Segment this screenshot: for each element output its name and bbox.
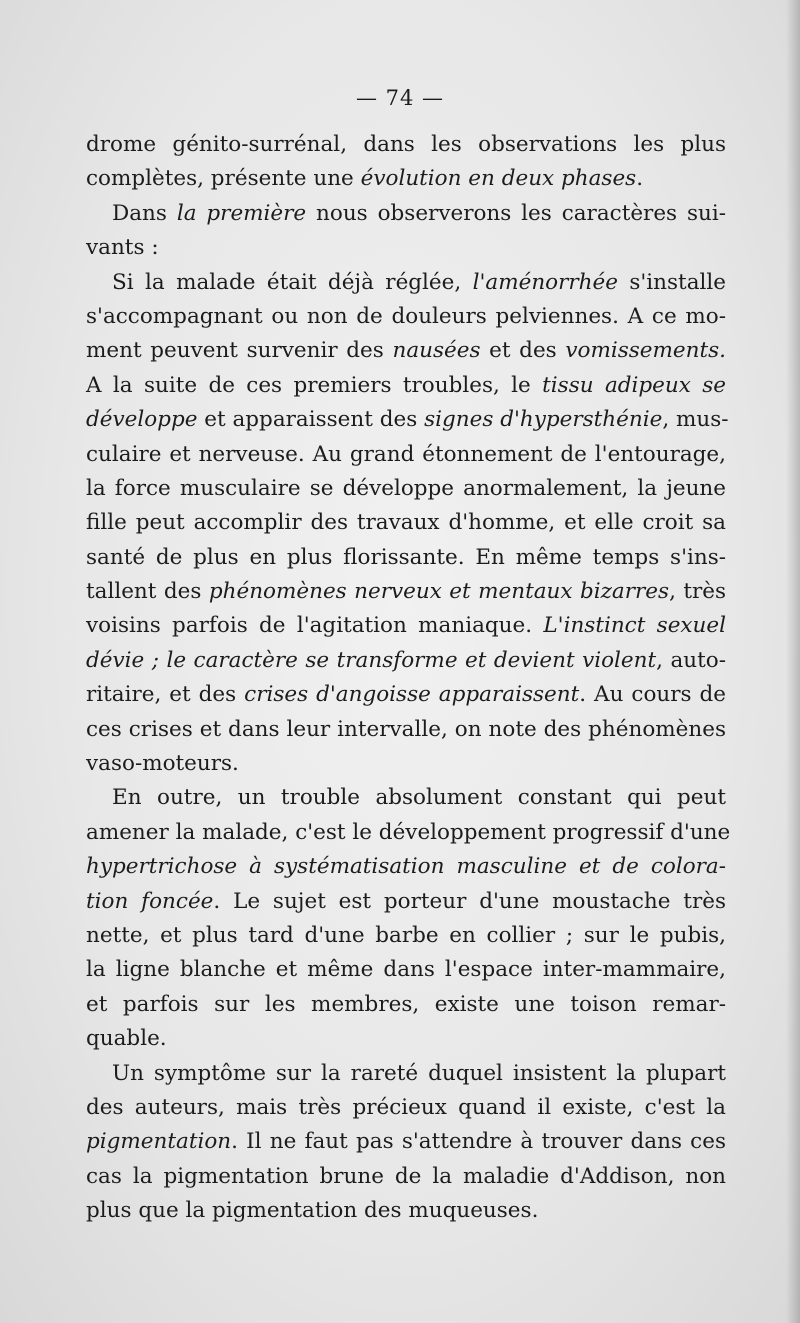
text-segment: Un symptôme sur la rareté duquel insistent la plupart	[112, 1060, 726, 1086]
text-line	[86, 266, 726, 300]
text-line	[86, 1125, 726, 1159]
text-line	[86, 781, 726, 815]
text-segment: des auteurs, mais très précieux quand il existe, c'est la	[86, 1094, 726, 1120]
text-segment: Dans	[112, 200, 177, 226]
text-segment: tallent des	[86, 579, 209, 605]
text-segment: , auto-	[656, 647, 726, 673]
text-segment: cas la pigmentation brune de la maladie d'Addison, non	[86, 1163, 726, 1189]
text-segment: nous observerons les caractères sui-	[306, 200, 726, 226]
text-segment: . Au cours de	[579, 682, 727, 708]
text-line	[86, 850, 726, 884]
text-line	[86, 678, 726, 712]
text-line	[86, 541, 726, 575]
text-segment: amener la malade, c'est le développement progressif d'une	[86, 819, 731, 845]
page-number: — 74 —	[355, 86, 445, 110]
text-line	[86, 713, 726, 747]
italic-text-segment: hypertrichose à systématisation masculine et de colora-	[86, 854, 726, 880]
text-line	[86, 644, 726, 678]
text-line	[86, 231, 726, 265]
text-segment: plus que la pigmentation des muqueuses.	[86, 1198, 539, 1224]
text-segment: et apparaissent des	[197, 407, 425, 433]
text-body	[86, 128, 731, 1229]
text-segment: En outre, un trouble absolument constant qui peut	[112, 785, 726, 811]
text-segment: culaire et nerveuse. Au grand étonnement de l'entourage,	[86, 441, 726, 467]
text-line	[86, 162, 726, 196]
text-segment: et parfois sur les membres, existe une toison remar-	[86, 991, 726, 1017]
text-segment: A la suite de ces premiers troubles, le	[86, 372, 543, 398]
text-segment: la force musculaire se développe anormalement, la jeune	[86, 475, 726, 501]
text-line	[86, 334, 726, 368]
text-line	[86, 1194, 726, 1228]
text-line	[86, 953, 726, 987]
text-line	[86, 816, 731, 850]
text-segment: , mus-	[662, 407, 729, 433]
text-line	[86, 438, 726, 472]
italic-text-segment: L'instinct sexuel	[543, 613, 726, 639]
text-segment: quable.	[86, 1026, 167, 1052]
italic-text-segment: vomissements.	[565, 338, 726, 364]
text-segment: drome génito-surrénal, dans les observations les plus	[86, 132, 726, 157]
text-segment: nette, et plus tard d'une barbe en collier ; sur le pubis,	[86, 922, 726, 948]
italic-text-segment: crises d'angoisse apparaissent	[244, 682, 580, 708]
italic-text-segment: signes d'hypersthénie	[424, 407, 663, 433]
text-segment: . Le sujet est porteur d'une moustache très	[213, 888, 726, 914]
italic-text-segment: évolution en deux phases	[360, 166, 637, 192]
text-segment: vants :	[86, 235, 159, 261]
text-segment: s'installe	[617, 269, 726, 295]
text-line	[86, 988, 726, 1022]
text-line	[86, 369, 726, 403]
italic-text-segment: nausées	[392, 338, 481, 364]
text-line	[86, 403, 729, 437]
text-segment: . Il ne faut pas s'attendre à trouver dans ces	[231, 1129, 726, 1155]
italic-text-segment: dévie ; le caractère se transforme et devient violent	[86, 647, 657, 673]
page-edge-shadow	[786, 0, 800, 1323]
text-line	[86, 506, 726, 540]
text-segment: voisins parfois de l'agitation maniaque.	[86, 613, 544, 639]
italic-text-segment: tissu adipeux se	[542, 372, 726, 398]
italic-text-segment: tion foncée	[86, 888, 214, 914]
text-segment: ces crises et dans leur intervalle, on note des phénomènes	[86, 716, 726, 742]
text-segment: vaso-moteurs.	[86, 751, 239, 777]
text-segment: la ligne blanche et même dans l'espace inter-mammaire,	[86, 957, 726, 983]
text-line	[86, 300, 726, 334]
text-line	[86, 197, 726, 231]
text-line	[86, 1057, 726, 1091]
text-line	[86, 919, 726, 953]
text-segment: , très	[669, 579, 727, 605]
text-line	[86, 472, 726, 506]
text-segment: ritaire, et des	[86, 682, 245, 708]
text-line	[86, 575, 726, 609]
italic-text-segment: développe	[86, 407, 198, 433]
text-line	[86, 885, 726, 919]
italic-text-segment: la première	[176, 200, 307, 226]
text-line	[86, 1091, 726, 1125]
text-segment: fille peut accomplir des travaux d'homme, et elle croit sa	[86, 510, 726, 536]
italic-text-segment: phénomènes nerveux et mentaux bizarres	[208, 579, 670, 605]
text-segment: et des	[480, 338, 566, 364]
italic-text-segment: pigmentation	[86, 1129, 232, 1155]
text-segment: .	[636, 166, 644, 192]
text-line	[86, 1160, 726, 1194]
text-line	[86, 128, 726, 162]
text-segment: s'accompagnant ou non de douleurs pelviennes. A ce mo-	[86, 303, 726, 329]
text-segment: complètes, présente une	[86, 166, 361, 192]
text-line	[86, 609, 726, 643]
text-segment: Si la malade était déjà réglée,	[112, 269, 473, 295]
text-segment: santé de plus en plus florissante. En même temps s'ins-	[86, 544, 726, 570]
italic-text-segment: l'aménorrhée	[472, 269, 618, 295]
text-line	[86, 747, 726, 781]
text-line	[86, 1022, 726, 1056]
text-segment: ment peuvent survenir des	[86, 338, 393, 364]
